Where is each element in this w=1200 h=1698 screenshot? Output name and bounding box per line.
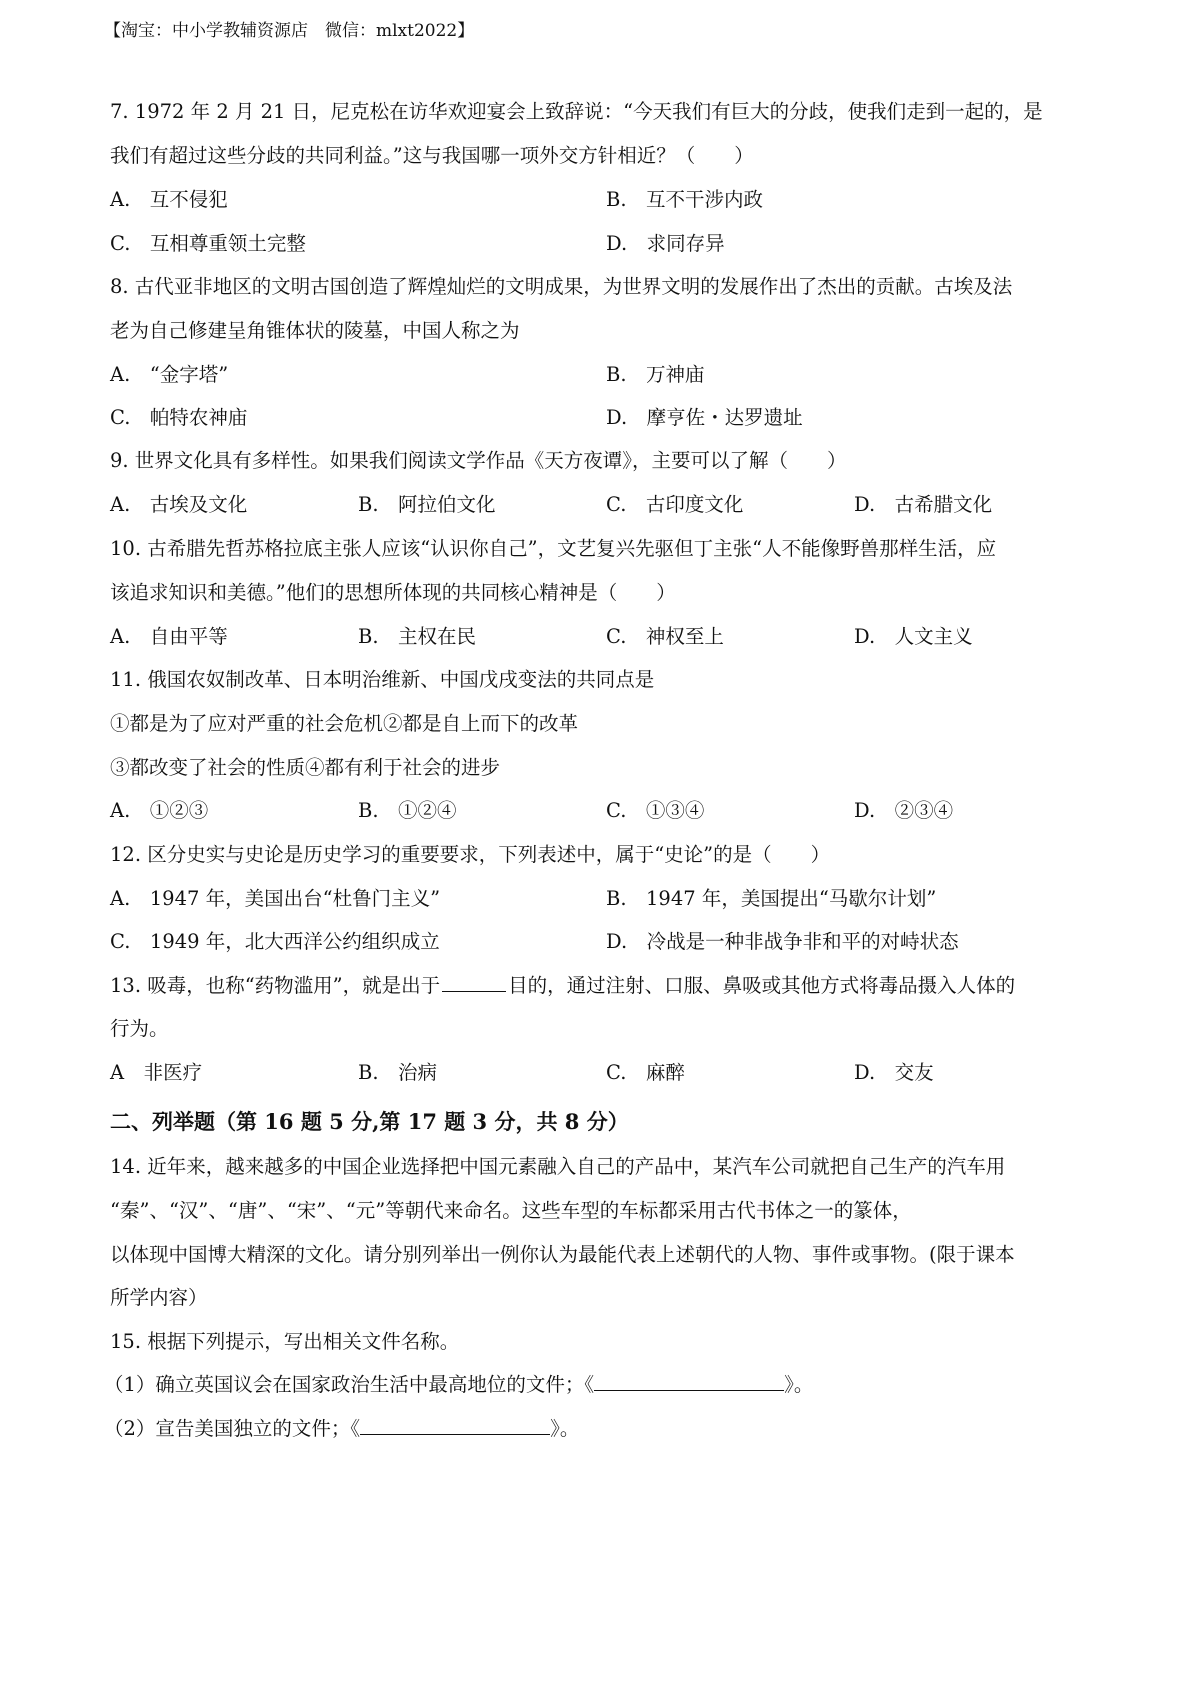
q9-option-c: C. 古印度文化 <box>606 493 744 516</box>
q7-option-c: C. 互相尊重领土完整 <box>110 232 306 255</box>
q13-option-d: D. 交友 <box>854 1061 934 1084</box>
q8-stem-line2: 老为自己修建呈角锥体状的陵墓，中国人称之为 <box>110 319 520 342</box>
q15-item-2 <box>104 1413 579 1441</box>
q7-option-b: B. 互不干涉内政 <box>606 188 764 211</box>
page-header-watermark: 【淘宝：中小学教辅资源店 微信：mlxt2022】 <box>104 21 475 41</box>
q8-option-c: C. 帕特农神庙 <box>110 406 248 429</box>
q13-stem-part2: 目的，通过注射、口服、鼻吸或其他方式将毒品摄入人体的 <box>508 974 1016 997</box>
section-2-title: 二、列举题（第 16 题 5 分,第 17 题 3 分，共 8 分） <box>110 1109 629 1134</box>
q11-stem-line2: ①都是为了应对严重的社会危机②都是自上而下的改革 <box>110 712 579 735</box>
q15-item-1-blank <box>594 1372 784 1391</box>
q9-option-a: A. 古埃及文化 <box>110 493 248 516</box>
q10-option-b: B. 主权在民 <box>358 625 477 648</box>
q11-option-d: D. ②③④ <box>854 799 954 822</box>
q15-item-1-prompt: （1）确立英国议会在国家政治生活中最高地位的文件；《 <box>104 1373 595 1396</box>
q11-option-c: C. ①③④ <box>606 799 705 822</box>
q14-stem-line3: 以体现中国博大精深的文化。请分别列举出一例你认为最能代表上述朝代的人物、事件或事物。(限于课本 <box>110 1243 1015 1266</box>
q15-item-1-close: 》。 <box>784 1373 814 1396</box>
q15-item-2-close: 》。 <box>550 1417 580 1440</box>
q13-option-b: B. 治病 <box>358 1061 438 1084</box>
q10-stem-line2: 该追求知识和美德。”他们的思想所体现的共同核心精神是（ ） <box>110 581 676 604</box>
q13-stem-line2: 行为。 <box>110 1017 169 1040</box>
q9-option-b: B. 阿拉伯文化 <box>358 493 496 516</box>
q9-stem-line1: 9. 世界文化具有多样性。如果我们阅读文学作品《天方夜谭》，主要可以了解（ ） <box>110 449 847 472</box>
q11-stem-line3: ③都改变了社会的性质④都有利于社会的进步 <box>110 756 501 779</box>
q11-option-a: A. ①②③ <box>110 799 209 822</box>
q11-stem-line1: 11. 俄国农奴制改革、日本明治维新、中国戊戌变法的共同点是 <box>110 668 655 691</box>
q8-option-b: B. 万神庙 <box>606 363 705 386</box>
q11-option-b: B. ①②④ <box>358 799 457 822</box>
q8-stem-line1: 8. 古代亚非地区的文明古国创造了辉煌灿烂的文明成果，为世界文明的发展作出了杰出的贡献。古埃及法 <box>110 275 1013 298</box>
q15-item-2-prompt: （2）宣告美国独立的文件；《 <box>104 1417 361 1440</box>
q7-option-a: A. 互不侵犯 <box>110 188 228 211</box>
q13-option-a: A 非医疗 <box>110 1061 203 1084</box>
q12-option-d: D. 冷战是一种非战争非和平的对峙状态 <box>606 930 959 953</box>
q13-stem-line1 <box>110 970 1015 998</box>
q12-option-b: B. 1947 年，美国提出“马歇尔计划” <box>606 887 937 910</box>
q7-stem-line1: 7. 1972 年 2 月 21 日，尼克松在访华欢迎宴会上致辞说：“今天我们有巨大的分歧，使我们走到一起的，是 <box>110 100 1043 123</box>
q14-stem-line4: 所学内容） <box>110 1286 208 1309</box>
q15-item-2-blank <box>360 1416 550 1435</box>
q8-option-a: A. “金字塔” <box>110 363 229 386</box>
q12-option-c: C. 1949 年，北大西洋公约组织成立 <box>110 930 440 953</box>
q7-stem-line2: 我们有超过这些分歧的共同利益。”这与我国哪一项外交方针相近？（ ） <box>110 144 754 167</box>
q10-option-c: C. 神权至上 <box>606 625 724 648</box>
q13-stem-part1: 13. 吸毒，也称“药物滥用”，就是出于 <box>110 974 441 997</box>
q13-answer-blank <box>442 973 506 992</box>
q14-stem-line2: “秦”、“汉”、“唐”、“宋”、“元”等朝代来命名。这些车型的车标都采用古代书体之一的篆体， <box>110 1199 912 1222</box>
q12-stem-line1: 12. 区分史实与史论是历史学习的重要要求，下列表述中，属于“史论”的是（ ） <box>110 843 831 866</box>
q10-stem-line1: 10. 古希腊先哲苏格拉底主张人应该“认识你自己”，文艺复兴先驱但丁主张“人不能像野兽那样生活，应 <box>110 537 997 560</box>
q9-option-d: D. 古希腊文化 <box>854 493 993 516</box>
q14-stem-line1: 14. 近年来，越来越多的中国企业选择把中国元素融入自己的产品中，某汽车公司就把自己生产的汽车用 <box>110 1155 1006 1178</box>
q12-option-a: A. 1947 年，美国出台“杜鲁门主义” <box>110 887 441 910</box>
q10-option-d: D. 人文主义 <box>854 625 973 648</box>
q15-stem-line1: 15. 根据下列提示，写出相关文件名称。 <box>110 1330 460 1353</box>
q10-option-a: A. 自由平等 <box>110 625 228 648</box>
q7-option-d: D. 求同存异 <box>606 232 725 255</box>
q8-option-d: D. 摩亨佐・达罗遗址 <box>606 406 803 429</box>
q13-option-c: C. 麻醉 <box>606 1061 685 1084</box>
q15-item-1 <box>104 1369 813 1397</box>
